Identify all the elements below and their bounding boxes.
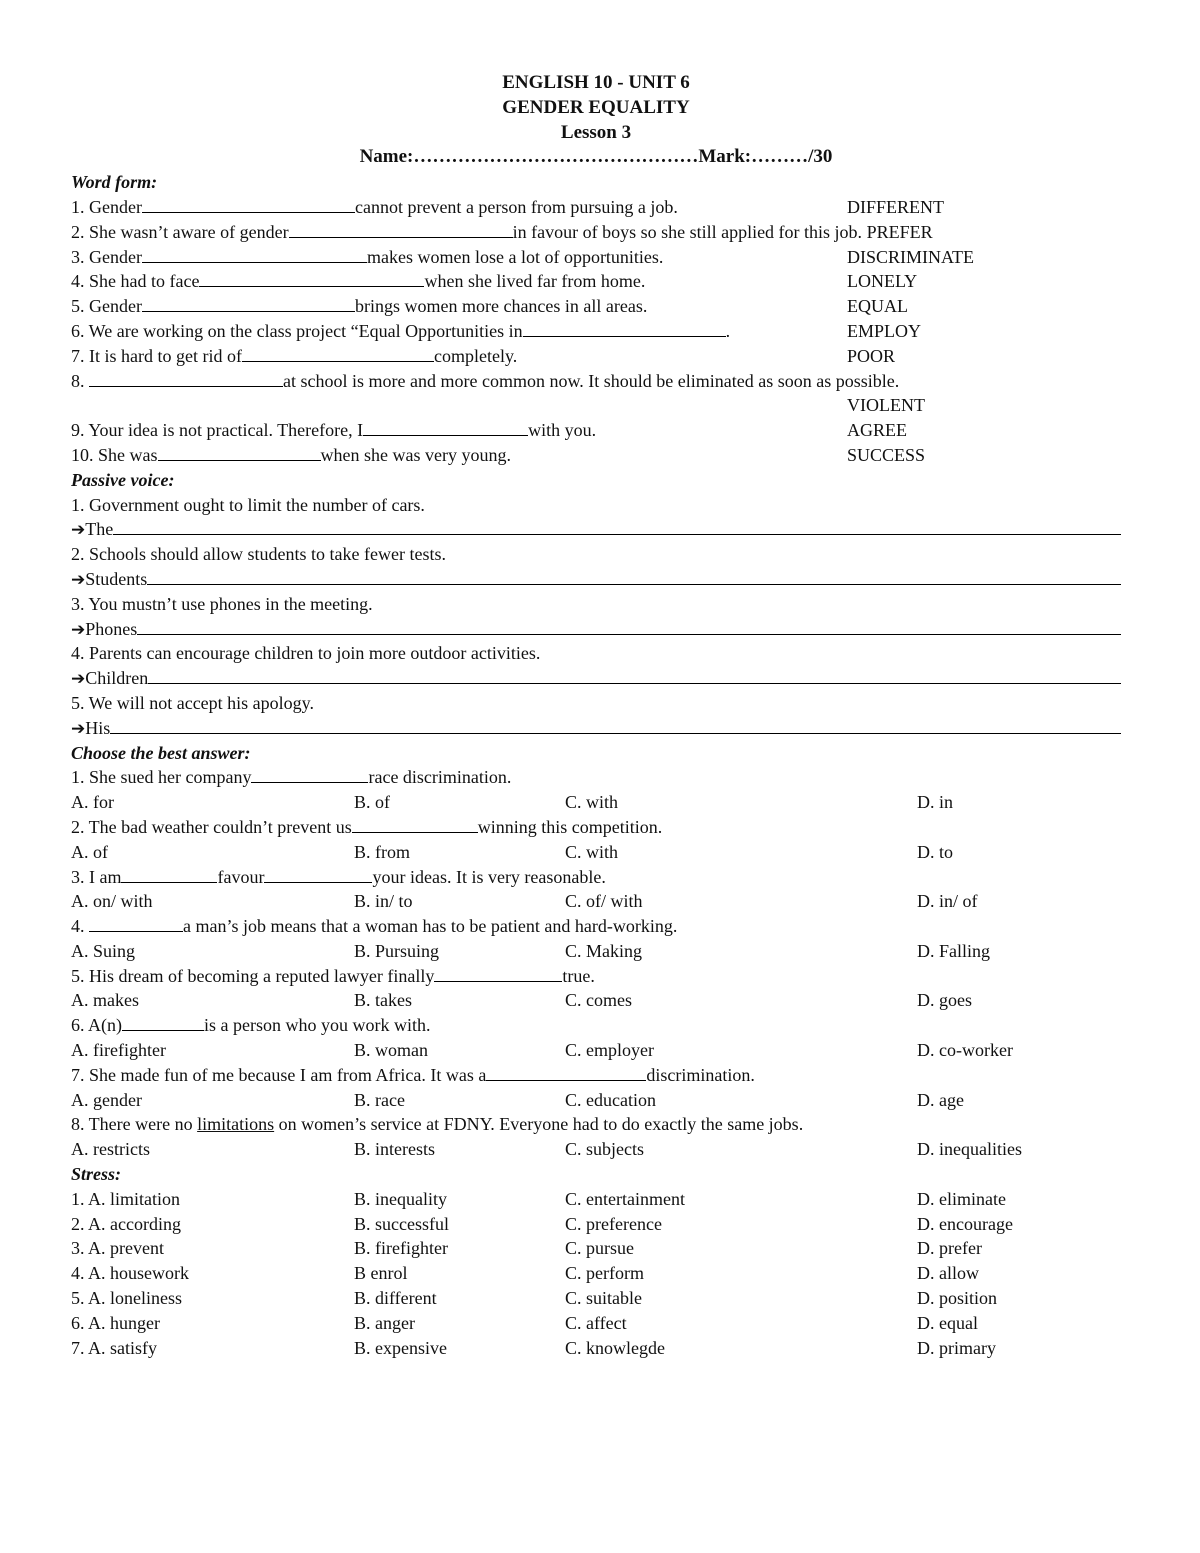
option-c[interactable]: C. preference [565, 1213, 662, 1234]
mc-options [71, 840, 1121, 865]
option-c[interactable]: C. comes [565, 990, 632, 1011]
mc-question: 8. There were no limitations on women’s service at FDNY. Everyone had to do exactly the same jobs. [71, 1114, 804, 1135]
word-form-item: 2. She wasn’t aware of gender in favour of boys so she still applied for this job. PREFER [71, 221, 933, 242]
option-d[interactable]: D. allow [917, 1263, 979, 1284]
option-b[interactable]: B. from [354, 841, 410, 862]
word-form-key: DIFFERENT [847, 196, 945, 217]
mc-options [71, 1038, 1121, 1063]
passive-answer-line: ➔ Phones [71, 617, 1121, 642]
option-a[interactable]: 6. A. hunger [71, 1312, 160, 1333]
option-d[interactable]: D. to [917, 841, 953, 862]
passive-answer-line: ➔ Children [71, 666, 1121, 691]
option-b[interactable]: B. expensive [354, 1337, 447, 1358]
arrow-icon: ➔ [71, 569, 86, 589]
word-form-key: POOR [847, 345, 896, 366]
word-form-heading: Word form: [71, 172, 158, 193]
word-form-item: 3. Gender makes women lose a lot of opportunities. DISCRIMINATE [71, 245, 1121, 270]
option-b[interactable]: B. takes [354, 990, 412, 1011]
option-b[interactable]: B. in/ to [354, 891, 413, 912]
option-b[interactable]: B. Pursuing [354, 940, 440, 961]
answer-blank[interactable] [264, 865, 372, 883]
arrow-icon: ➔ [71, 520, 86, 540]
mc-question: 2. The bad weather couldn’t prevent us winning this competition. [71, 816, 663, 837]
stress-row [71, 1311, 1121, 1336]
worksheet-title: ENGLISH 10 - UNIT 6 [502, 72, 690, 93]
stress-row [71, 1336, 1121, 1361]
option-d[interactable]: D. prefer [917, 1238, 982, 1259]
mc-options [71, 988, 1121, 1013]
option-c[interactable]: C. employer [565, 1040, 654, 1061]
answer-rule[interactable] [110, 716, 1121, 734]
option-c[interactable]: C. perform [565, 1263, 644, 1284]
option-d[interactable]: D. Falling [917, 940, 991, 961]
word-form-key: SUCCESS [847, 444, 926, 465]
answer-blank[interactable] [486, 1063, 646, 1081]
answer-blank[interactable] [142, 245, 367, 263]
stress-heading: Stress: [71, 1164, 122, 1185]
option-b[interactable]: B. of [354, 792, 390, 813]
option-c[interactable]: C. Making [565, 940, 643, 961]
word-form-item-key-line [71, 393, 1121, 418]
answer-rule[interactable] [148, 666, 1121, 684]
answer-blank[interactable] [251, 765, 368, 783]
answer-blank[interactable] [199, 269, 424, 287]
option-c[interactable]: C. entertainment [565, 1188, 685, 1209]
passive-answer-line: ➔ The [71, 517, 1121, 542]
choose-heading: Choose the best answer: [71, 742, 251, 763]
option-b[interactable]: B. woman [354, 1040, 428, 1061]
passive-answer-line: ➔ Students [71, 567, 1121, 592]
stress-row [71, 1212, 1121, 1237]
answer-blank[interactable] [142, 294, 355, 312]
option-a[interactable]: 1. A. limitation [71, 1188, 181, 1209]
word-form-key: DISCRIMINATE [847, 246, 975, 267]
word-form-key: EQUAL [847, 296, 908, 317]
arrow-icon: ➔ [71, 718, 86, 738]
stress-row [71, 1286, 1121, 1311]
word-form-item: 7. It is hard to get rid of completely. POOR [71, 344, 1121, 369]
passive-question: 3. You mustn’t use phones in the meeting. [71, 593, 373, 614]
option-a[interactable]: 5. A. loneliness [71, 1288, 182, 1309]
passive-question: 4. Parents can encourage children to join more outdoor activities. [71, 643, 541, 664]
option-d[interactable]: D. goes [917, 990, 972, 1011]
mc-options [71, 1137, 1121, 1162]
mc-question: 3. I am favour your ideas. It is very reasonable. [71, 866, 606, 887]
option-a[interactable]: A. on/ with [71, 891, 153, 912]
word-form-key: EMPLOY [847, 320, 922, 341]
word-form-key: LONELY [847, 271, 918, 292]
option-c[interactable]: C. with [565, 792, 619, 813]
mc-options [71, 1088, 1121, 1113]
option-a[interactable]: A. firefighter [71, 1040, 166, 1061]
answer-blank[interactable] [434, 964, 562, 982]
word-form-item: 9. Your idea is not practical. Therefore, I with you. AGREE [71, 418, 1121, 443]
option-d[interactable]: D. encourage [917, 1213, 1013, 1234]
answer-blank[interactable] [242, 344, 434, 362]
answer-rule[interactable] [137, 617, 1121, 635]
option-d[interactable]: D. inequalities [917, 1139, 1022, 1160]
option-c[interactable]: C. subjects [565, 1139, 644, 1160]
passive-question: 5. We will not accept his apology. [71, 692, 314, 713]
option-a[interactable]: A. makes [71, 990, 139, 1011]
option-d[interactable]: D. co-worker [917, 1040, 1013, 1061]
option-c[interactable]: C. knowlegde [565, 1337, 665, 1358]
passive-voice-heading: Passive voice: [71, 469, 175, 490]
option-a[interactable]: 2. A. according [71, 1213, 181, 1234]
word-form-item: 10. She was when she was very young. SUCCESS [71, 443, 1121, 468]
mark-label: Mark: [698, 146, 752, 168]
worksheet-subtitle: GENDER EQUALITY [502, 96, 690, 118]
mc-options [71, 790, 1121, 815]
option-c[interactable]: C. affect [565, 1312, 627, 1333]
option-d[interactable]: D. in/ of [917, 891, 978, 912]
option-d[interactable]: D. position [917, 1288, 998, 1309]
lesson-label: Lesson 3 [560, 121, 632, 143]
mc-question: 5. His dream of becoming a reputed lawyer finally true. [71, 965, 595, 986]
word-form-key: VIOLENT [847, 395, 925, 416]
option-c[interactable]: C. pursue [565, 1238, 634, 1259]
option-d[interactable]: D. primary [917, 1337, 996, 1358]
word-form-key: PREFER [866, 221, 933, 242]
option-a[interactable]: A. for [71, 792, 114, 813]
name-mark-line [71, 145, 1121, 170]
option-b[interactable]: B. firefighter [354, 1238, 448, 1259]
stress-row [71, 1187, 1121, 1212]
word-form-key: AGREE [847, 420, 907, 441]
arrow-icon: ➔ [71, 619, 86, 639]
answer-blank[interactable] [89, 914, 183, 932]
name-field[interactable]: ……………………………………… [413, 146, 699, 168]
word-form-item: 6. We are working on the class project “Equal Opportunities in . EMPLOY [71, 319, 1121, 344]
option-c[interactable]: C. of/ with [565, 891, 643, 912]
word-form-item: 4. She had to face when she lived far from home. LONELY [71, 269, 1121, 294]
option-a[interactable]: 7. A. satisfy [71, 1337, 158, 1358]
passive-question: 2. Schools should allow students to take fewer tests. [71, 544, 446, 565]
answer-blank[interactable] [523, 319, 726, 337]
mc-options [71, 889, 1121, 914]
mc-options [71, 939, 1121, 964]
option-b[interactable]: B. inequality [354, 1188, 447, 1209]
name-label: Name: [359, 146, 414, 168]
option-c[interactable]: C. suitable [565, 1288, 642, 1309]
option-a[interactable]: 3. A. prevent [71, 1238, 164, 1259]
option-a[interactable]: 4. A. housework [71, 1263, 189, 1284]
option-b[interactable]: B. race [354, 1089, 405, 1110]
option-c[interactable]: C. education [565, 1089, 656, 1110]
mark-total: /30 [808, 146, 833, 168]
arrow-icon: ➔ [71, 669, 86, 689]
answer-rule[interactable] [113, 517, 1121, 535]
stress-row [71, 1261, 1121, 1286]
option-c[interactable]: C. with [565, 841, 619, 862]
underlined-word: limitations [197, 1114, 275, 1135]
option-b[interactable]: B. anger [354, 1312, 415, 1333]
answer-rule[interactable] [147, 567, 1121, 585]
answer-blank[interactable] [352, 815, 478, 833]
answer-blank[interactable] [142, 195, 355, 213]
mc-question: 7. She made fun of me because I am from Africa. It was a discrimination. [71, 1064, 755, 1085]
answer-blank[interactable] [158, 443, 321, 461]
mc-question: 4. a man’s job means that a woman has to be patient and hard-working. [71, 916, 678, 937]
option-a[interactable]: A. Suing [71, 940, 136, 961]
answer-blank[interactable] [121, 865, 217, 883]
option-d[interactable]: D. eliminate [917, 1188, 1006, 1209]
option-b[interactable]: B. successful [354, 1213, 449, 1234]
option-b[interactable]: B. different [354, 1288, 437, 1309]
answer-blank[interactable] [122, 1013, 204, 1031]
stress-row [71, 1236, 1121, 1261]
option-b[interactable]: B enrol [354, 1263, 408, 1284]
option-a[interactable]: A. restricts [71, 1139, 150, 1160]
word-form-item: 8. at school is more and more common now. It should be eliminated as soon as possible. [71, 370, 900, 391]
answer-blank[interactable] [363, 418, 528, 436]
option-d[interactable]: D. in [917, 792, 953, 813]
passive-answer-line: ➔ His [71, 716, 1121, 741]
mark-field[interactable]: ……… [751, 146, 809, 168]
answer-blank[interactable] [89, 369, 283, 387]
mc-question: 6. A(n) is a person who you work with. [71, 1015, 431, 1036]
option-b[interactable]: B. interests [354, 1139, 435, 1160]
mc-question: 1. She sued her company race discrimination. [71, 767, 512, 788]
option-a[interactable]: A. gender [71, 1089, 142, 1110]
option-a[interactable]: A. of [71, 841, 108, 862]
worksheet-page [71, 71, 1121, 1360]
passive-question: 1. Government ought to limit the number of cars. [71, 494, 425, 515]
option-d[interactable]: D. equal [917, 1312, 978, 1333]
word-form-item: 5. Gender brings women more chances in all areas. EQUAL [71, 294, 1121, 319]
answer-blank[interactable] [289, 220, 513, 238]
word-form-item: 1. Gender cannot prevent a person from pursuing a job. DIFFERENT [71, 195, 1121, 220]
option-d[interactable]: D. age [917, 1089, 964, 1110]
